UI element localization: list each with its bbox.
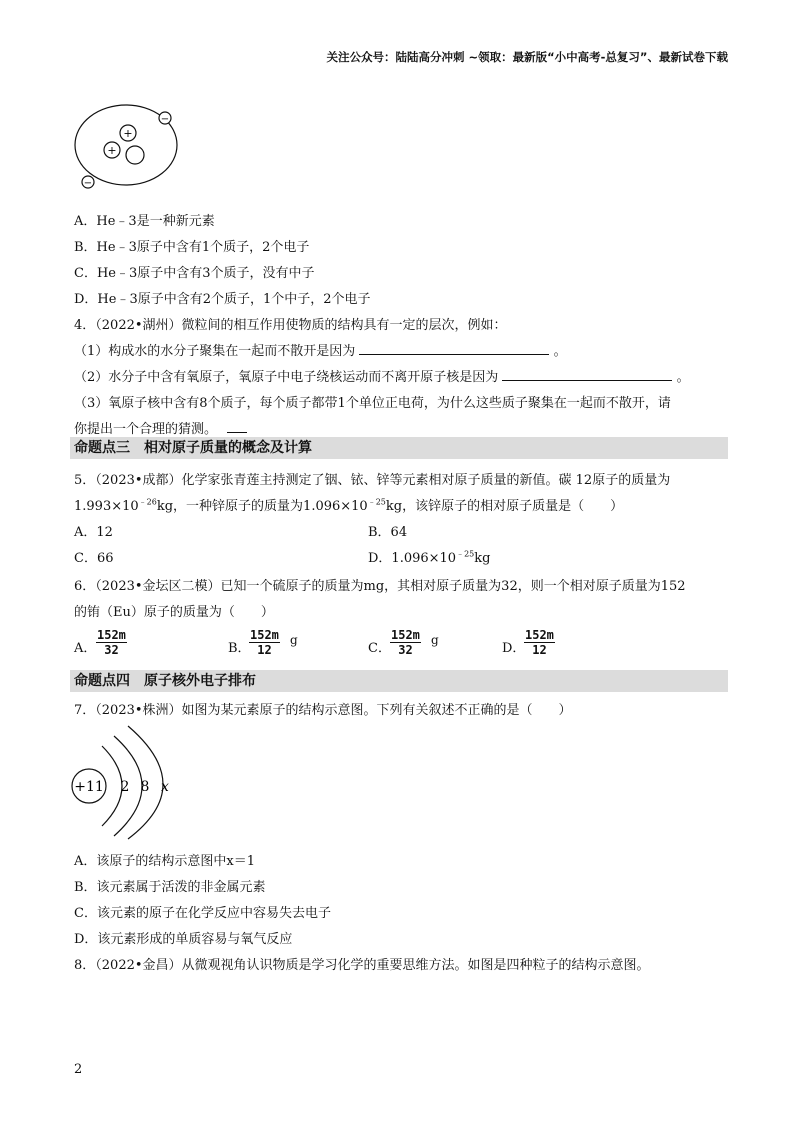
q6-line2: 的铕（Eu）原子的质量为（ ） bbox=[74, 605, 274, 620]
q6-option-b-num: 152m bbox=[250, 628, 279, 642]
q4-part2-blank bbox=[502, 368, 672, 381]
q4-part3-line2 bbox=[74, 418, 247, 437]
q6-option-d-label: D． bbox=[502, 641, 526, 656]
q6-option-b-fraction bbox=[249, 628, 280, 657]
electron-1-sign: − bbox=[160, 114, 170, 125]
q6-option-a-den: 32 bbox=[104, 643, 119, 657]
q4-stem: 4．（2022•湖州）微粒间的相互作用使物质的结构具有一定的层次，例如： bbox=[74, 318, 507, 333]
q5-option-d bbox=[368, 547, 490, 566]
q5-exp1: ﹣26 bbox=[138, 497, 157, 507]
q6-line1: 6．（2023•金坛区二模）已知一个硫原子的质量为mg，其相对原子质量为32，则一个相对原子质量为152 bbox=[74, 579, 686, 594]
page-number: 2 bbox=[74, 1062, 83, 1077]
q6-option-b-den: 12 bbox=[257, 643, 272, 657]
q4-part1 bbox=[74, 340, 567, 359]
shell-1-electrons: 2 bbox=[120, 779, 130, 795]
q7-option-d: D．该元素形成的单质容易与氧气反应 bbox=[74, 932, 293, 947]
q6-option-b-unit: g bbox=[290, 633, 298, 647]
q6-option-d-den: 12 bbox=[532, 643, 547, 657]
q5-option-d-a: D．1.096×10 bbox=[368, 551, 457, 566]
section-3-title: 命题点三 相对原子质量的概念及计算 bbox=[70, 437, 728, 459]
q6-option-c-num: 152m bbox=[391, 628, 420, 642]
q5-line2-c: kg，该锌原子的相对原子质量是（ ） bbox=[385, 499, 624, 514]
q6-option-b-label: B． bbox=[228, 641, 251, 656]
q5-exp2: ﹣25 bbox=[367, 497, 386, 507]
q3-option-c: C．He﹣3原子中含有3个质子，没有中子 bbox=[74, 266, 315, 281]
q4-part2-text: （2）水分子中含有氧原子，氧原子中电子绕核运动而不离开原子核是因为 bbox=[74, 370, 499, 385]
electron-shell-1 bbox=[102, 746, 122, 826]
q5-option-b: B．64 bbox=[368, 525, 408, 540]
q8-stem: 8．（2022•金昌）从微观视角认识物质是学习化学的重要思维方法。如图是四种粒子的结构示意图。 bbox=[74, 958, 650, 973]
q4-part2-end: 。 bbox=[676, 370, 690, 385]
q7-option-a: A．该原子的结构示意图中x＝1 bbox=[74, 854, 255, 869]
q4-part3-blank bbox=[227, 420, 247, 433]
q6-option-c-fraction bbox=[390, 628, 421, 657]
q6-option-a-num: 152m bbox=[97, 628, 126, 642]
page-header: 关注公众号：陆陆高分冲刺 ~领取：最新版“小中高考-总复习”、最新试卷下载 bbox=[326, 50, 728, 64]
electron-2-sign: − bbox=[83, 178, 93, 189]
q5-option-d-b: kg bbox=[474, 551, 491, 566]
q5-line2 bbox=[74, 495, 623, 514]
shell-3-electrons: x bbox=[161, 779, 169, 795]
q6-option-d-num: 152m bbox=[525, 628, 554, 642]
q5-option-d-exp: ﹣25 bbox=[456, 549, 475, 559]
q5-line1: 5．（2023•成都）化学家张青莲主持测定了铟、铱、锌等元素相对原子质量的新值。碳 12原子的质量为 bbox=[74, 473, 671, 488]
q6-option-a-fraction bbox=[96, 628, 127, 657]
q7-stem: 7．（2023•株洲）如图为某元素原子的结构示意图。下列有关叙述不正确的是（ ） bbox=[74, 703, 572, 718]
q3-option-a: A．He﹣3是一种新元素 bbox=[74, 214, 215, 229]
neutron bbox=[126, 146, 144, 164]
q5-line2-b: kg，一种锌原子的质量为1.096×10 bbox=[156, 499, 368, 514]
q4-part2 bbox=[74, 366, 690, 385]
nucleus-charge: +11 bbox=[74, 779, 104, 795]
q4-part1-text: （1）构成水的水分子聚集在一起而不散开是因为 bbox=[74, 344, 356, 359]
q6-option-a-label: A． bbox=[74, 641, 97, 656]
q5-line2-a: 1.993×10 bbox=[74, 499, 139, 514]
q4-part1-end: 。 bbox=[553, 344, 567, 359]
q3-option-b: B．He﹣3原子中含有1个质子，2个电子 bbox=[74, 240, 310, 255]
shell-2-electrons: 8 bbox=[140, 779, 150, 795]
q6-option-d-fraction bbox=[524, 628, 555, 657]
q6-option-c-unit: g bbox=[431, 633, 439, 647]
q4-part1-blank bbox=[359, 342, 549, 355]
q3-option-d: D．He﹣3原子中含有2个质子，1个中子，2个电子 bbox=[74, 292, 371, 307]
sodium-atom-structure-diagram bbox=[70, 720, 190, 840]
q4-part3-text: 你提出一个合理的猜测。 bbox=[74, 422, 218, 437]
q6-option-c-den: 32 bbox=[398, 643, 413, 657]
section-4-title: 命题点四 原子核外电子排布 bbox=[70, 670, 728, 692]
q6-option-c-label: C． bbox=[368, 641, 391, 656]
q5-option-c: C．66 bbox=[74, 551, 114, 566]
proton-2-sign: + bbox=[107, 144, 117, 157]
q4-part3-line1: （3）氧原子核中含有8个质子，每个质子都带1个单位正电荷，为什么这些质子聚集在一起而不散开，请 bbox=[74, 396, 671, 411]
q5-option-a: A．12 bbox=[74, 525, 113, 540]
proton-1-sign: + bbox=[123, 127, 133, 140]
q7-option-b: B．该元素属于活泼的非金属元素 bbox=[74, 880, 266, 895]
q7-option-c: C．该元素的原子在化学反应中容易失去电子 bbox=[74, 906, 331, 921]
helium-atom-diagram bbox=[72, 103, 180, 191]
